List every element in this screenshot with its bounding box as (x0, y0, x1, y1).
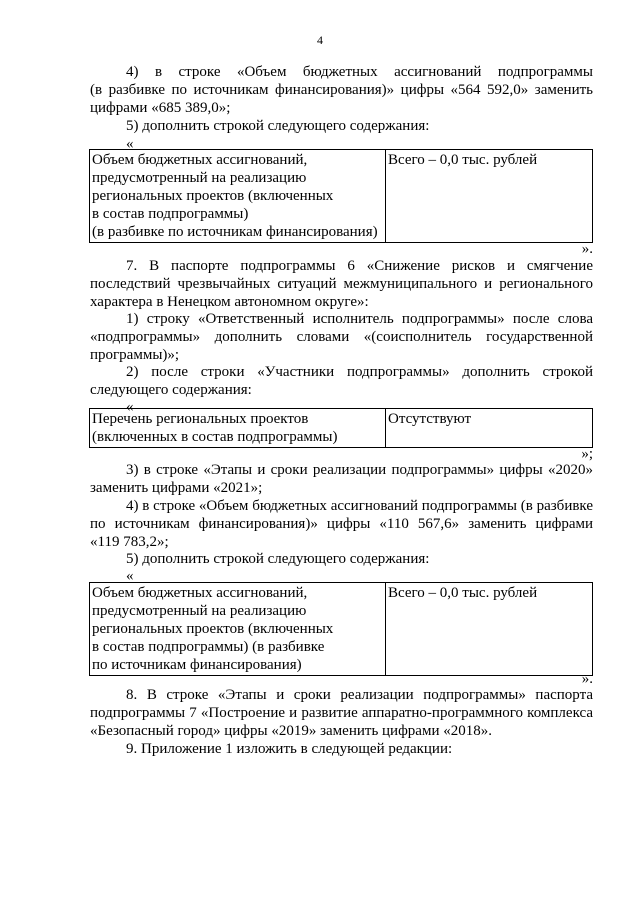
page-number: 4 (317, 33, 323, 47)
item7-line-3: характера в Ненецком автономном округе»: (90, 294, 369, 310)
close-quote-2: »; (581, 446, 593, 462)
item9-text: 9. Приложение 1 изложить в следующей редакции: (126, 741, 453, 757)
item8-line-3: «Безопасный город» цифры «2019» заменить цифрами «2018». (90, 723, 492, 739)
item7-4-line-2: по источникам финансирования)» цифры «110 567,6» заменить цифрами (90, 516, 593, 532)
table2-right-text: Отсутствуют (388, 411, 472, 427)
item5-text: 5) дополнить строкой следующего содержания: (126, 118, 430, 134)
item8-line-1: 8. В строке «Этапы и сроки реализации подпрограммы» паспорта (126, 687, 593, 703)
table1-left-line: Объем бюджетных ассигнований, (92, 152, 308, 168)
item7-1-line-2: «подпрограммы» дополнить словами «(соисполнитель государственной (90, 329, 593, 345)
open-quote-2: « (126, 399, 134, 415)
close-quote-1: ». (581, 241, 593, 257)
table1-left-line: (в разбивке по источникам финансирования) (92, 224, 378, 240)
item7-1-line-1: 1) строку «Ответственный исполнитель подпрограммы» после слова (126, 311, 593, 327)
close-quote-3: ». (581, 671, 593, 687)
table2-left-cell (90, 409, 386, 448)
table1-right-text: Всего – 0,0 тыс. рублей (388, 152, 538, 168)
item8-line-2: подпрограммы 7 «Построение и развитие аппаратно-программного комплекса (90, 705, 593, 721)
insert-table-3 (89, 582, 593, 676)
table2-left-line: (включенных в состав подпрограммы) (92, 429, 338, 445)
insert-table-1 (89, 149, 593, 243)
table3-right-cell (386, 583, 593, 676)
table2-right-cell (386, 409, 593, 448)
table1-left-line: предусмотренный на реализацию (92, 170, 307, 186)
item7-4-line-1: 4) в строке «Объем бюджетных ассигнований подпрограммы (в разбивке (126, 498, 593, 514)
item4-line-2: (в разбивке по источникам финансирования)» цифры «564 592,0» заменить (90, 82, 593, 98)
item7-4-line-3: «119 783,2»; (90, 534, 169, 550)
open-quote-3: « (126, 568, 134, 584)
open-quote-1: « (126, 136, 134, 152)
table3-left-line: в состав подпрограммы) (в разбивке (92, 639, 325, 655)
item4-line-1: 4) в строке «Объем бюджетных ассигнований подпрограммы (126, 64, 593, 80)
table1-left-cell (90, 150, 386, 243)
item7-2-line-2: следующего содержания: (90, 382, 252, 398)
item7-3-line-1: 3) в строке «Этапы и сроки реализации подпрограммы» цифры «2020» (126, 462, 593, 478)
insert-table-2 (89, 408, 593, 448)
table2-left-line: Перечень региональных проектов (92, 411, 309, 427)
table1-right-cell (386, 150, 593, 243)
table3-left-cell (90, 583, 386, 676)
item7-line-1: 7. В паспорте подпрограммы 6 «Снижение рисков и смягчение (126, 258, 593, 274)
table3-left-line: предусмотренный на реализацию (92, 603, 307, 619)
item7-3-line-2: заменить цифрами «2021»; (90, 480, 263, 496)
table1-left-line: региональных проектов (включенных (92, 188, 334, 204)
table3-left-line: региональных проектов (включенных (92, 621, 334, 637)
item4-line-3: цифрами «685 389,0»; (90, 100, 231, 116)
item7-5-text: 5) дополнить строкой следующего содержания: (126, 551, 430, 567)
item7-line-2: последствий чрезвычайных ситуаций межмуниципального и регионального (90, 276, 593, 292)
item7-1-line-3: программы)»; (90, 347, 180, 363)
table3-left-line: Объем бюджетных ассигнований, (92, 585, 308, 601)
table1-left-line: в состав подпрограммы) (92, 206, 249, 222)
item7-2-line-1: 2) после строки «Участники подпрограммы» дополнить строкой (126, 364, 593, 380)
table3-right-text: Всего – 0,0 тыс. рублей (388, 585, 538, 601)
table3-left-line: по источникам финансирования) (92, 657, 302, 673)
